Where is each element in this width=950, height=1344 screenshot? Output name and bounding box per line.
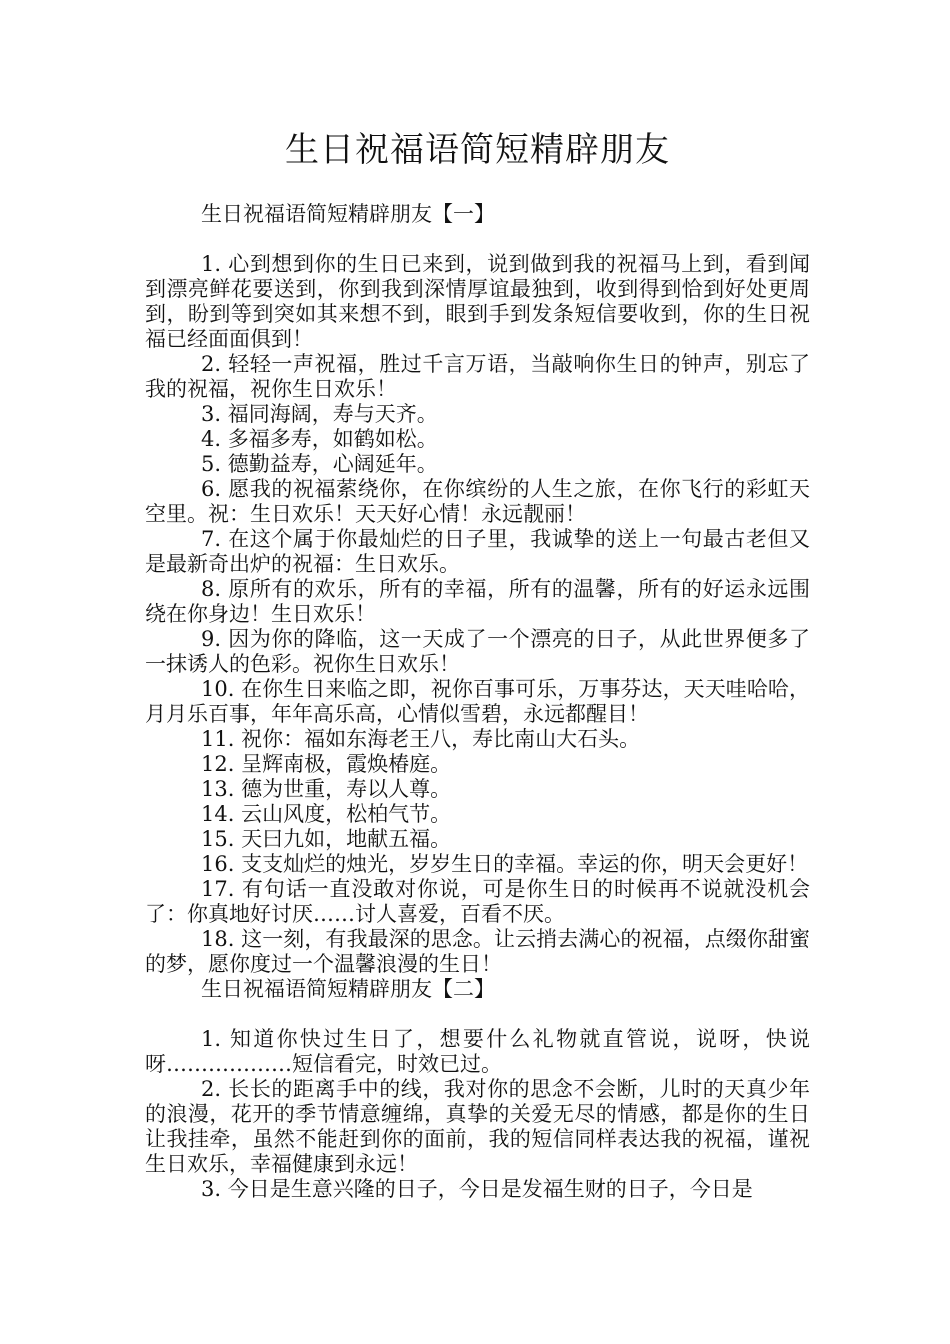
document-title: 生日祝福语简短精辟朋友 [285, 130, 670, 170]
list-item: 4. 多福多寿，如鹤如松。 [201, 427, 438, 451]
document-page [145, 120, 810, 1202]
list-item: 3. 福同海阔，寿与天齐。 [201, 402, 438, 426]
section-gap [145, 1002, 810, 1027]
list-item: 2. 轻轻一声祝福，胜过千言万语，当敲响你生日的钟声，别忘了我的祝福，祝你生日欢乐！ [145, 352, 810, 401]
list-item: 11. 祝你：福如东海老王八，寿比南山大石头。 [201, 727, 641, 751]
list-item: 14. 云山风度，松柏气节。 [201, 802, 452, 826]
list-item: 7. 在这个属于你最灿烂的日子里，我诚挚的送上一句最古老但又是最新奇出炉的祝福：生日欢乐。 [145, 527, 810, 576]
section-gap [145, 227, 810, 252]
list-item: 15. 天曰九如，地献五福。 [201, 827, 452, 851]
list-item: 8. 原所有的欢乐，所有的幸福，所有的温馨，所有的好运永远围绕在你身边！生日欢乐！ [145, 577, 810, 626]
list-item: 18. 这一刻，有我最深的思念。让云捎去满心的祝福，点缀你甜蜜的梦，愿你度过一个温馨浪漫的生日！ [145, 927, 810, 976]
list-item: 17. 有句话一直没敢对你说，可是你生日的时候再不说就没机会了：你真地好讨厌……讨人喜爱，百看不厌。 [145, 877, 810, 926]
list-item: 9. 因为你的降临，这一天成了一个漂亮的日子，从此世界便多了一抹诱人的色彩。祝你生日欢乐！ [145, 627, 810, 676]
list-item: 16. 支支灿烂的烛光，岁岁生日的幸福。幸运的你，明天会更好！ [201, 852, 809, 876]
section-heading-1: 生日祝福语简短精辟朋友【一】 [201, 202, 495, 226]
list-item: 13. 德为世重，寿以人尊。 [201, 777, 452, 801]
list-item: 1. 知道你快过生日了，想要什么礼物就直管说，说呀，快说呀………………短信看完，时效已过。 [145, 1027, 810, 1076]
list-item: 2. 长长的距离手中的线，我对你的思念不会断，儿时的天真少年的浪漫，花开的季节情意缠绵，真挚的关爱无尽的情感，都是你的生日让我挂牵，虽然不能赶到你的面前，我的短信同样表达我的祝福，谨祝生日欢乐，幸福健康到永远！ [145, 1077, 810, 1176]
list-item: 6. 愿我的祝福萦绕你，在你缤纷的人生之旅，在你飞行的彩虹天空里。祝：生日欢乐！天天好心情！永远靓丽！ [145, 477, 810, 526]
list-item: 5. 德勤益寿，心阔延年。 [201, 452, 438, 476]
section-heading-2: 生日祝福语简短精辟朋友【二】 [201, 977, 495, 1001]
list-item: 12. 呈辉南极，霞焕椿庭。 [201, 752, 452, 776]
list-item: 10. 在你生日来临之即，祝你百事可乐，万事芬达，天天哇哈哈，月月乐百事，年年高乐高，心情似雪碧，永远都醒目！ [145, 677, 810, 726]
list-item: 3. 今日是生意兴隆的日子，今日是发福生财的日子，今日是 [201, 1177, 753, 1201]
list-item: 1. 心到想到你的生日已来到，说到做到我的祝福马上到，看到闻到漂亮鲜花要送到，你到我到深情厚谊最独到，收到得到恰到好处更周到，盼到等到突如其来想不到，眼到手到发条短信要收到，你的生日祝福已经面面俱到！ [145, 252, 810, 351]
